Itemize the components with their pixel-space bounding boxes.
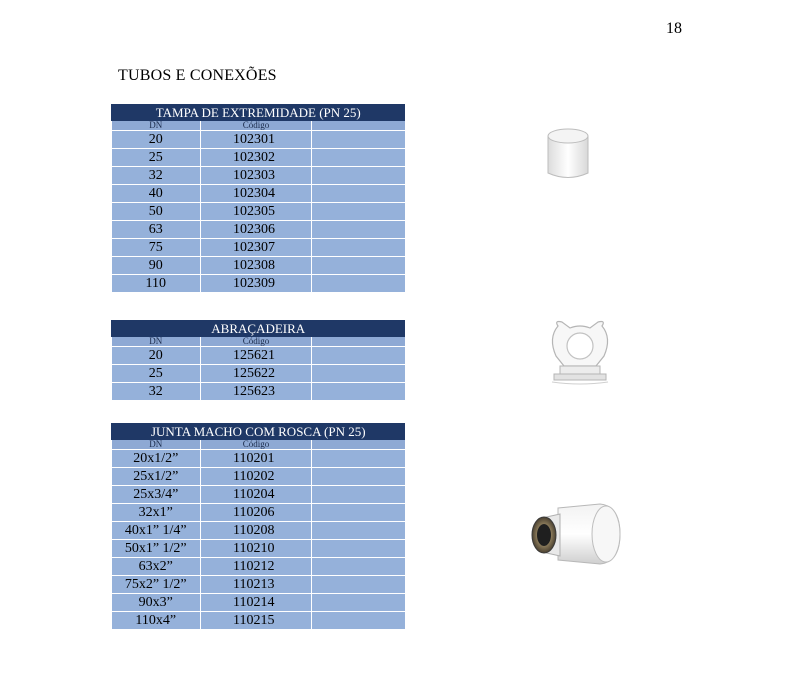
code-cell: 125621 <box>201 347 312 365</box>
table-row <box>112 522 405 540</box>
table-title: TAMPA DE EXTREMIDADE (PN 25) <box>112 105 405 121</box>
table-title: JUNTA MACHO COM ROSCA (PN 25) <box>112 424 405 440</box>
table-row <box>112 347 405 365</box>
pipe-clamp-icon <box>540 316 620 388</box>
dn-cell: 20 <box>112 131 201 149</box>
code-cell: 102302 <box>201 149 312 167</box>
code-cell: 102307 <box>201 239 312 257</box>
table-title: ABRAÇADEIRA <box>112 321 405 337</box>
column-header-dn: DN <box>112 121 201 131</box>
dn-cell: 40x1” 1/4” <box>112 522 201 540</box>
table-row <box>112 383 405 401</box>
dn-cell: 63 <box>112 221 201 239</box>
code-cell: 110204 <box>201 486 312 504</box>
dn-cell: 32 <box>112 167 201 185</box>
column-header-dn: DN <box>112 440 201 450</box>
column-header-code: Código <box>201 121 312 131</box>
table-row <box>112 131 405 149</box>
table-row <box>112 185 405 203</box>
column-header-code: Código <box>201 440 312 450</box>
empty-cell <box>312 522 405 540</box>
column-header-dn: DN <box>112 337 201 347</box>
code-cell: 110213 <box>201 576 312 594</box>
empty-cell <box>312 149 405 167</box>
empty-cell <box>312 185 405 203</box>
table-row <box>112 576 405 594</box>
dn-cell: 25 <box>112 365 201 383</box>
dn-cell: 75 <box>112 239 201 257</box>
table-row <box>112 239 405 257</box>
empty-cell <box>312 347 405 365</box>
table-row <box>112 365 405 383</box>
empty-cell <box>312 167 405 185</box>
dn-cell: 32x1” <box>112 504 201 522</box>
code-cell: 125622 <box>201 365 312 383</box>
table-row <box>112 558 405 576</box>
code-cell: 110214 <box>201 594 312 612</box>
code-cell: 110206 <box>201 504 312 522</box>
male-threaded-adapter-icon <box>520 496 630 576</box>
table-row <box>112 540 405 558</box>
dn-cell: 63x2” <box>112 558 201 576</box>
code-cell: 110208 <box>201 522 312 540</box>
dn-cell: 32 <box>112 383 201 401</box>
dn-cell: 40 <box>112 185 201 203</box>
table-row <box>112 468 405 486</box>
dn-cell: 90 <box>112 257 201 275</box>
empty-cell <box>312 257 405 275</box>
empty-cell <box>312 203 405 221</box>
dn-cell: 110x4” <box>112 612 201 630</box>
empty-cell <box>312 365 405 383</box>
dn-cell: 25x3/4” <box>112 486 201 504</box>
table-row <box>112 167 405 185</box>
empty-cell <box>312 383 405 401</box>
clamp-table <box>111 320 405 401</box>
code-cell: 102305 <box>201 203 312 221</box>
dn-cell: 75x2” 1/2” <box>112 576 201 594</box>
table-row <box>112 257 405 275</box>
dn-cell: 25 <box>112 149 201 167</box>
table-row <box>112 612 405 630</box>
dn-cell: 25x1/2” <box>112 468 201 486</box>
empty-cell <box>312 239 405 257</box>
table-row <box>112 450 405 468</box>
dn-cell: 20x1/2” <box>112 450 201 468</box>
code-cell: 102309 <box>201 275 312 293</box>
code-cell: 102308 <box>201 257 312 275</box>
dn-cell: 50 <box>112 203 201 221</box>
end-cap-icon <box>538 118 598 188</box>
table-row <box>112 149 405 167</box>
code-cell: 110210 <box>201 540 312 558</box>
dn-cell: 50x1” 1/2” <box>112 540 201 558</box>
code-cell: 102304 <box>201 185 312 203</box>
empty-cell <box>312 486 405 504</box>
table-row <box>112 594 405 612</box>
empty-cell <box>312 468 405 486</box>
male-adapter-table <box>111 423 405 630</box>
dn-cell: 20 <box>112 347 201 365</box>
empty-cell <box>312 450 405 468</box>
end-cap-table <box>111 104 405 293</box>
empty-cell <box>312 594 405 612</box>
code-cell: 102306 <box>201 221 312 239</box>
empty-cell <box>312 558 405 576</box>
dn-cell: 90x3” <box>112 594 201 612</box>
empty-cell <box>312 540 405 558</box>
code-cell: 110215 <box>201 612 312 630</box>
table-row <box>112 275 405 293</box>
empty-cell <box>312 221 405 239</box>
table-row <box>112 203 405 221</box>
column-header-empty <box>312 121 405 131</box>
code-cell: 102301 <box>201 131 312 149</box>
column-header-code: Código <box>201 337 312 347</box>
code-cell: 110212 <box>201 558 312 576</box>
section-title: TUBOS E CONEXÕES <box>118 67 277 84</box>
table-row <box>112 486 405 504</box>
empty-cell <box>312 131 405 149</box>
table-row <box>112 504 405 522</box>
table-row <box>112 221 405 239</box>
empty-cell <box>312 576 405 594</box>
page-number: 18 <box>666 20 682 37</box>
code-cell: 125623 <box>201 383 312 401</box>
column-header-empty <box>312 337 405 347</box>
dn-cell: 110 <box>112 275 201 293</box>
code-cell: 110201 <box>201 450 312 468</box>
column-header-empty <box>312 440 405 450</box>
empty-cell <box>312 612 405 630</box>
code-cell: 110202 <box>201 468 312 486</box>
code-cell: 102303 <box>201 167 312 185</box>
empty-cell <box>312 504 405 522</box>
empty-cell <box>312 275 405 293</box>
